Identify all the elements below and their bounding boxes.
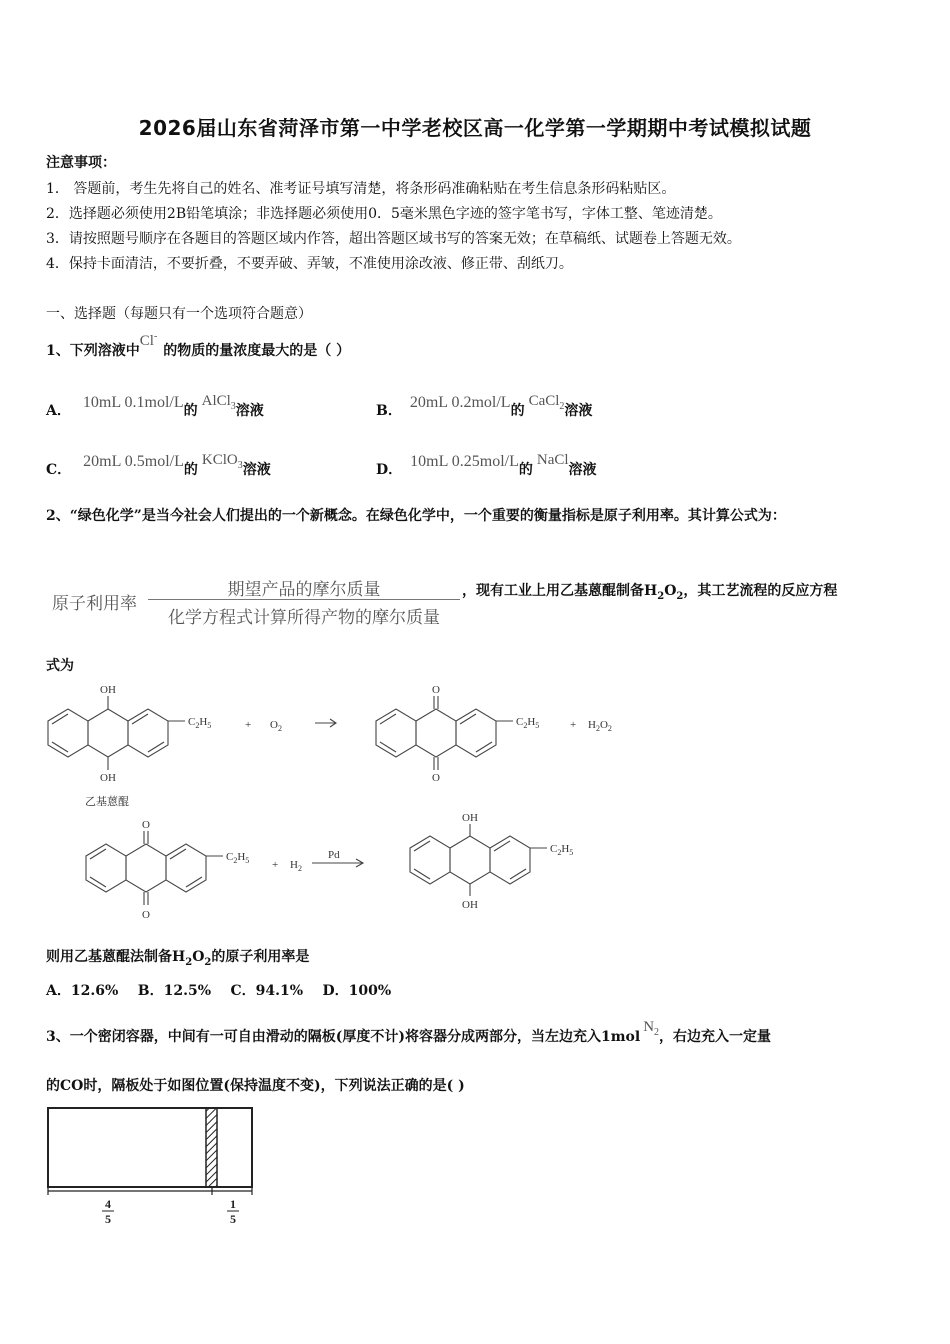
reaction-scheme xyxy=(40,678,640,938)
question-1-stem xyxy=(46,331,351,360)
q1-prefix: 1、下列溶液中 xyxy=(46,343,140,359)
option-b[interactable]: B． 20mL 0.2mol/L的CaCl$_2$溶液 xyxy=(376,393,593,419)
q1-ion: Cl- xyxy=(139,331,158,349)
oh-label: OH xyxy=(462,812,478,824)
h2o2-label: $H_2O_2$ xyxy=(588,719,612,733)
question-2-options[interactable]: A．12.6% B．12.5% C．94.1% D．100% xyxy=(46,983,392,999)
ethylanthrahydroquinone-structure xyxy=(410,824,547,896)
right-fraction-denominator: 5 xyxy=(230,1212,236,1226)
notice-item: 2．选择题必须使用2B铅笔填涂；非选择题必须使用0．5毫米黑色字迹的签字笔书写，字体工整、笔迹清楚。 xyxy=(46,206,722,222)
ethyl-label: $C_2H_5$ xyxy=(188,716,212,730)
ethyl-label: $C_2H_5$ xyxy=(550,843,574,857)
o-label: O xyxy=(432,684,440,696)
page-title: 2026届山东省菏泽市第一中学老校区高一化学第一学期期中考试模拟试题 xyxy=(138,116,812,140)
question-2-stem: 2、“绿色化学”是当今社会人们提出的一个新概念。在绿色化学中，一个重要的衡量指标是原子利用率。其计算公式为： xyxy=(46,508,786,524)
notice-item: 4．保持卡面清洁，不要折叠，不要弄破、弄皱，不准使用涂改液、修正带、刮纸刀。 xyxy=(46,256,573,272)
formula-followup-2: 式为 xyxy=(46,658,74,674)
ethylanthraquinone-structure xyxy=(86,831,223,905)
left-fraction-denominator: 5 xyxy=(105,1212,111,1226)
ethyl-label: $C_2H_5$ xyxy=(516,716,540,730)
oh-label: OH xyxy=(462,899,478,911)
left-fraction-numerator: 4 xyxy=(105,1197,111,1211)
fraction-bar xyxy=(148,599,460,600)
formula-numerator: 期望产品的摩尔质量 xyxy=(227,580,381,599)
partition-plate xyxy=(206,1108,217,1187)
q1-suffix: 的物质的量浓度最大的是（ ） xyxy=(163,343,351,359)
plus-sign: + xyxy=(245,719,252,731)
oh-label: OH xyxy=(100,684,116,696)
ethylanthraquinone-name: 乙基蒽醌 xyxy=(85,795,129,808)
plus-sign: + xyxy=(272,859,279,871)
plus-sign: + xyxy=(570,719,577,731)
question-3-stem-2: 的CO时，隔板处于如图位置(保持温度不变)，下列说法正确的是( ) xyxy=(46,1078,465,1094)
container-diagram xyxy=(44,1103,264,1233)
option-d[interactable]: D． 10mL 0.25mol/L的NaCl溶液 xyxy=(376,452,597,478)
ethylanthraquinone-structure xyxy=(376,696,513,770)
o-label: O xyxy=(142,909,150,921)
notice-item: 1． 答题前，考生先将自己的姓名、准考证号填写清楚，将条形码准确粘贴在考生信息条形码粘贴区。 xyxy=(46,181,676,197)
o-label: O xyxy=(432,772,440,784)
pd-catalyst-label: Pd xyxy=(328,849,340,861)
arrow-icon xyxy=(315,719,336,727)
container-box xyxy=(48,1108,252,1187)
notice-heading: 注意事项： xyxy=(46,155,116,171)
formula-followup: ，现有工业上用乙基蒽醌制备$H_2O_2$，其工艺流程的反应方程 xyxy=(462,583,838,602)
ethylanthrahydroquinone-structure xyxy=(48,696,185,770)
question-2-ask: 则用乙基蒽醌法制备$H_2O_2$的原子利用率是 xyxy=(46,949,310,968)
notice-item: 3．请按照题号顺序在各题目的答题区域内作答，超出答题区域书写的答案无效；在草稿纸、试题卷上答题无效。 xyxy=(46,231,741,247)
right-fraction-numerator: 1 xyxy=(230,1197,236,1211)
oh-label: OH xyxy=(100,772,116,784)
option-a[interactable]: A． 10mL 0.1mol/L的AlCl$_3$溶液 xyxy=(46,393,264,419)
ethyl-label: $C_2H_5$ xyxy=(226,851,250,865)
o2-label: $O_2$ xyxy=(270,719,282,733)
formula-denominator: 化学方程式计算所得产物的摩尔质量 xyxy=(168,608,440,627)
option-c[interactable]: C． 20mL 0.5mol/L的KClO$_3$溶液 xyxy=(46,452,271,478)
section-heading: 一、选择题（每题只有一个选项符合题意） xyxy=(46,306,312,322)
o-label: O xyxy=(142,819,150,831)
h2-label: $H_2$ xyxy=(290,859,302,873)
question-3-stem: 3、一个密闭容器，中间有一可自由滑动的隔板(厚度不计)将容器分成两部分，当左边充入1molN$_2$，右边充入一定量 xyxy=(46,1019,772,1045)
formula-label: 原子利用率 xyxy=(52,594,137,613)
